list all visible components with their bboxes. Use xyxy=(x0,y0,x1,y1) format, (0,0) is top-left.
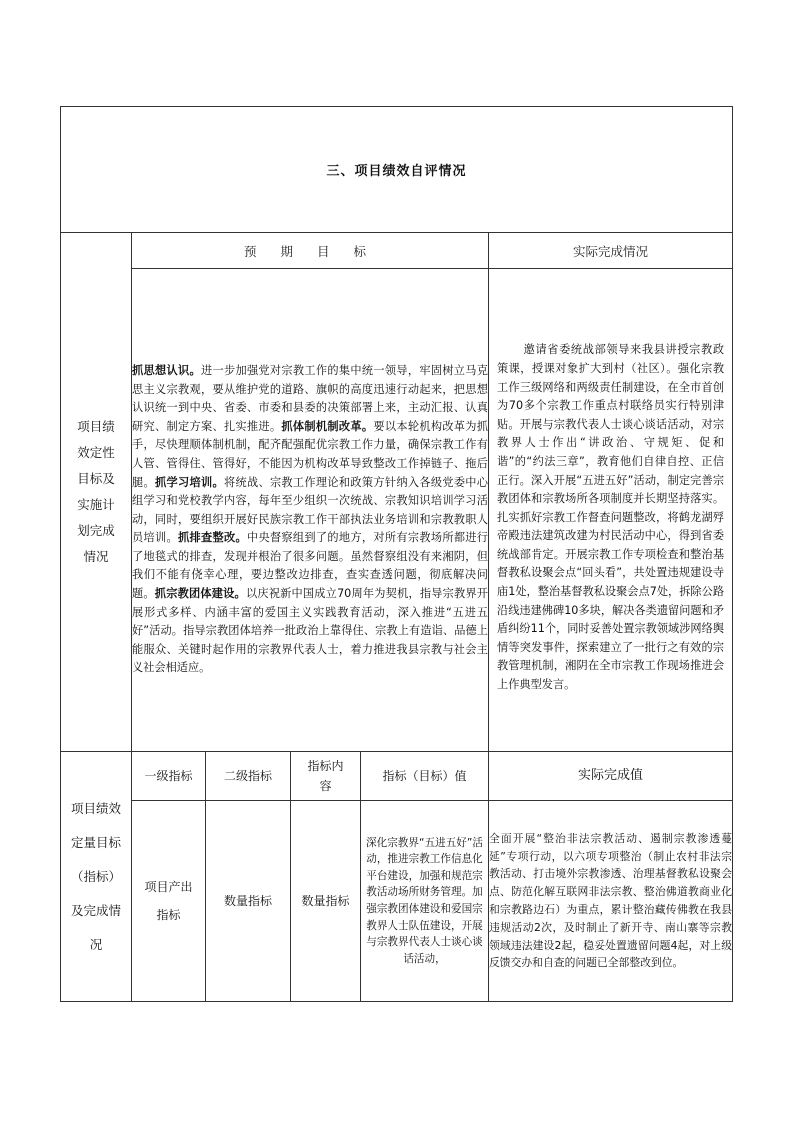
quantitative-side-label: 项目绩效定量目标（指标）及完成情况 xyxy=(70,800,121,952)
level2-indicator-header: 二级指标 xyxy=(206,752,291,801)
goal-body: 以庆祝新中国成立70周年为契机，指导宗教界开展形式多样、内涵丰富的爱国主义实践教育活动，深入推进“五进五好”活动。指导宗教团体培养一批政治上靠得住、宗教上有造诣、品德上能服众、关键时起作用的宗教界代表人士，着力推进我县宗教与社会主义社会相适应。 xyxy=(132,587,488,675)
target-value: 深化宗教界“五进五好”活动，推进宗教工作信息化平台建设，加强和规范宗教活动场所财务管理。加强宗教团体建设和爱国宗教界人士队伍建设，开展与宗教界代表人士谈心谈话活动， xyxy=(361,801,489,1002)
quantitative-side-label-cell xyxy=(61,752,132,1002)
level1-indicator-header: 一级指标 xyxy=(132,752,206,801)
level2-indicator: 数量指标 xyxy=(206,801,291,1002)
level1-indicator: 项目产出指标 xyxy=(144,880,193,922)
section-title: 三、项目绩效自评情况 xyxy=(61,107,733,233)
target-value-header: 指标（目标）值 xyxy=(361,752,489,801)
goal-heading: 抓宗教团体建设。 xyxy=(154,587,246,601)
goal-heading: 抓学习培训。 xyxy=(155,475,224,489)
goal-body: 中央督察组到了的地方，对所有宗教场所都进行了地毯式的排查，发现并根治了很多问题。虽然督察组没有来湘阴，但我们不能有侥幸心理，要边整改边排查，查实查透问题，彻底解决问题。 xyxy=(132,531,488,601)
performance-table xyxy=(60,106,733,1002)
actual-value: 全面开展“整治非法宗教活动、遏制宗教渗透蔓延”专项行动，以六项专项整治（制止农村非法宗教活动、打击境外宗教渗透、治理基督教私设聚会点、防范化解互联网非法宗教、整治佛道教商业化和宗教路边石）为重点，累计整治藏传佛教在我县违规活动2次，及时制止了新开寺、南山寨等宗教领域违法建设2起，稳妥处置遗留问题4起，对上级反馈交办和自查的问题已全部整改到位。 xyxy=(489,801,733,1002)
expected-goals-header: 预 期 目 标 xyxy=(132,233,489,269)
actual-completion-text xyxy=(489,269,733,752)
indicator-content-header: 指标内容 xyxy=(307,759,344,793)
table-row xyxy=(61,801,733,1002)
goal-heading: 抓排查整改。 xyxy=(177,531,247,545)
goal-heading: 抓思想认识。 xyxy=(132,363,201,377)
indicator-content-header-cell xyxy=(291,752,361,801)
actual-completion-header: 实际完成情况 xyxy=(489,233,733,269)
goal-body: 要以本轮机构改革为抓手，尽快理顺体制机制，配齐配强配优宗教工作力量，确保宗教工作有人管、管得住、管得好，不能因为机构改革导致整改工作掉链子、拖后腿。 xyxy=(132,419,488,489)
qualitative-side-label-cell xyxy=(61,233,132,752)
goal-heading: 抓体制机制改革。 xyxy=(281,419,374,433)
goal-body: 进一步加强党对宗教工作的集中统一领导，牢固树立马克思主义宗教观，要从维护党的道路、旗帜的高度迅速行动起来，把思想认识统一到中央、省委、市委和县委的决策部署上来，主动汇报、认真研究、制定方案、扎实推进。 xyxy=(132,363,488,433)
qualitative-side-label: 项目绩效定性目标及实施计划完成情况 xyxy=(77,419,115,564)
actual-completion-body: 邀请省委统战部领导来我县讲授宗教政策课，授课对象扩大到村（社区）。强化宗教工作三级网络和两级责任制建设，在全市首创为70多个宗教工作重点村联络员实行特别津贴。开展与宗教代表人士谈心谈话活动，对宗教界人士作出“讲政治、守规矩、促和谐”的“约法三章”，教育他们自律自控、正信正行。深入开展“五进五好”活动，制定完善宗教团体和宗教场所各项制度并长期坚持落实。扎实抓好宗教工作督查问题整改，将鹤龙湖殍帝殿违法建筑改建为村民活动中心，得到省委统战部肯定。开展宗教工作专项检查和整治基督教私设聚会点“回头看”，共处置违规建设寺庙1处，整治基督教私设聚会点7处，拆除公路沿线违建佛碑10多块，解决各类遗留问题和矛盾纠纷11个，同时妥善处置宗教领域涉网络舆情等突发事件，探索建立了一批行之有效的宗教管理机制，湘阴在全市宗教工作现场推进会上作典型发言。 xyxy=(497,343,725,692)
actual-value-header: 实际完成值 xyxy=(489,752,733,801)
level1-indicator-cell xyxy=(132,801,206,1002)
goal-body: 将统战、宗教工作理论和政策方针纳入各级党委中心组学习和党校教学内容，每年至少组织一次统战、宗教知识培训学习活动，同时，要组织开展好民族宗教工作干部执法业务培训和宗教教职人员培训。 xyxy=(132,475,488,545)
expected-goals-text xyxy=(132,269,489,752)
indicator-content: 数量指标 xyxy=(291,801,361,1002)
